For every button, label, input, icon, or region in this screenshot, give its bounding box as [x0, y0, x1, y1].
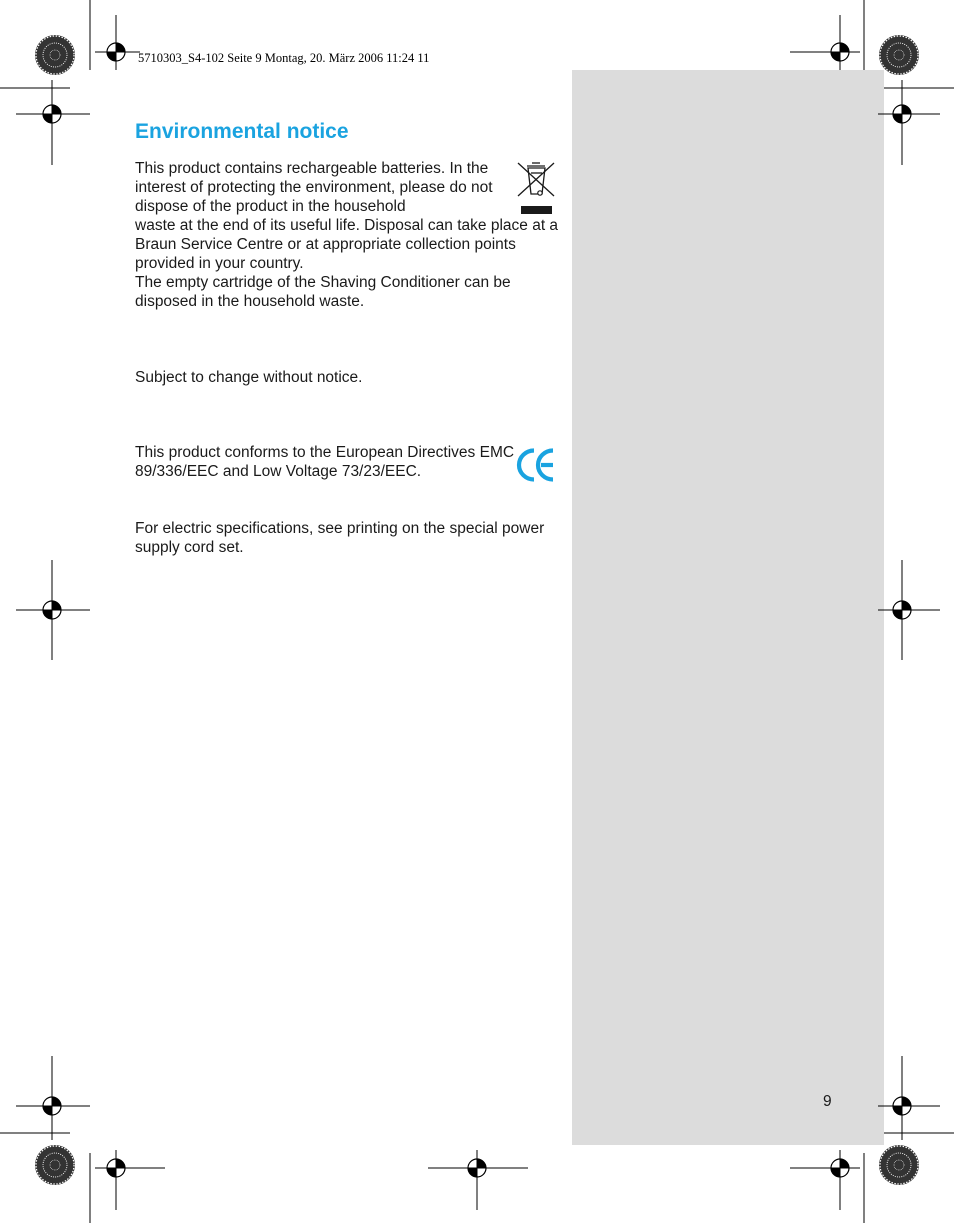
page-number: 9	[823, 1093, 832, 1110]
env-paragraph-1: This product contains rechargeable batteries. In the interest of protecting the environment, please do not dispose of the product in the household	[135, 160, 493, 215]
electric-specifications-note: For electric specifications, see printing on the special power supply cord set.	[135, 520, 545, 556]
print-header: 5710303_S4-102 Seite 9 Montag, 20. März 2006 11:24 11	[138, 51, 430, 65]
page-title: Environmental notice	[135, 120, 349, 143]
subject-to-change-notice: Subject to change without notice.	[135, 369, 363, 386]
env-paragraph-2: waste at the end of its useful life. Disposal can take place at a Braun Service Centre or at appropriate collection points provided in your country.	[135, 217, 559, 272]
conformity-statement: This product conforms to the European Directives EMC 89/336/EEC and Low Voltage 73/23/EEC.	[135, 444, 515, 480]
env-paragraph-3: The empty cartridge of the Shaving Conditioner can be disposed in the household waste.	[135, 274, 511, 310]
